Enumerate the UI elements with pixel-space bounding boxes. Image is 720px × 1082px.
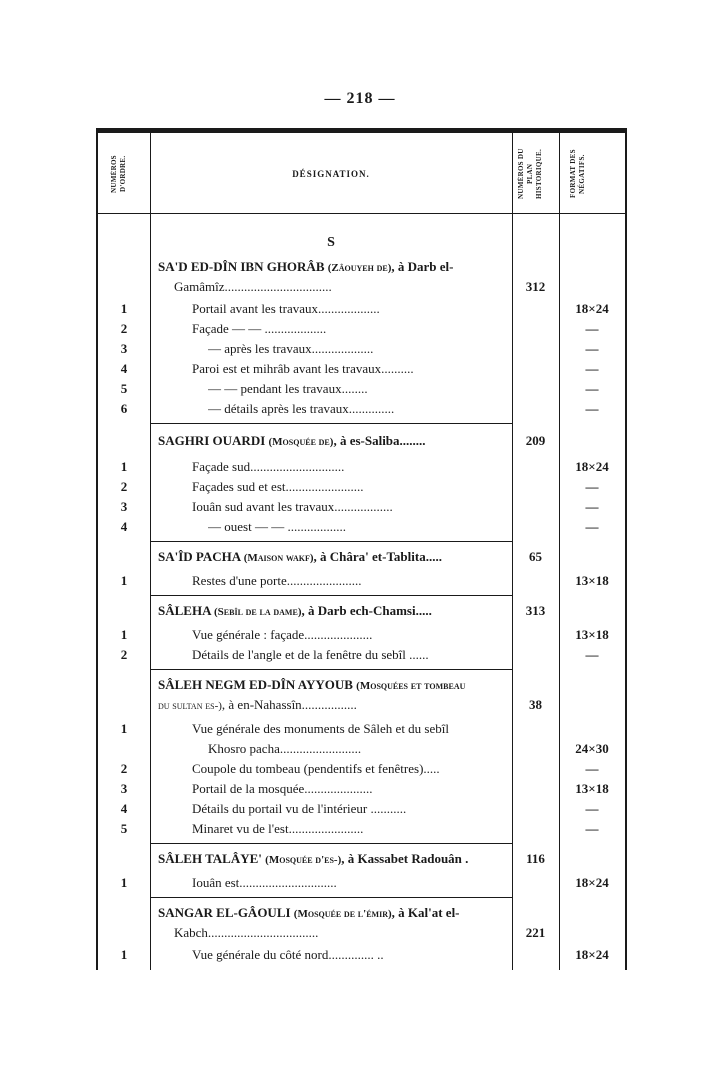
entry-title-row	[98, 547, 625, 567]
page-number: — 218 —	[324, 90, 396, 107]
entry-separator	[150, 595, 512, 596]
entry-separator	[150, 423, 512, 424]
table-row: 1 Vue générale du côté nord.............. .. 18×24	[120, 947, 609, 962]
table-row: 5 Minaret vu de l'est....................... —	[120, 821, 599, 836]
table-row: 4 Détails du portail vu de l'intérieur ........... —	[120, 801, 599, 816]
entry-title-row	[98, 849, 625, 869]
entry-title-row	[98, 903, 625, 923]
table-row: 2 Détails de l'angle et de la fenêtre du sebîl ...... —	[120, 647, 599, 662]
table-row: 2 Façade — — ................... —	[120, 321, 599, 336]
entry-title-row	[98, 923, 625, 943]
table-row: 3 Iouân sud avant les travaux.................. —	[120, 499, 599, 514]
entry-title-cont: Gamâmîz.................................	[174, 279, 332, 294]
entry-title-row	[98, 695, 625, 715]
entry-title-cont: Kabch..................................	[174, 925, 319, 940]
entry-title: SAGHRI OUARDI (Mosquée de), à es-Saliba........	[158, 433, 426, 448]
header-numeros: NUMÉROS D'ORDRE.	[110, 155, 127, 193]
entry-title-row	[98, 675, 625, 695]
table-header	[98, 133, 625, 214]
entry-title-row	[98, 257, 625, 277]
plan-number: 221	[525, 925, 546, 940]
table-row: 6 — détails après les travaux.............. —	[120, 401, 599, 416]
table-row: Khosro pacha......................... 24×30	[208, 741, 609, 756]
entry-title-row	[98, 431, 625, 451]
header-plan: NUMÉROS DU PLAN HISTORIQUE.	[517, 148, 543, 200]
table-row: 5 — — pendant les travaux........ —	[120, 381, 599, 396]
table-row: 3 — après les travaux................... —	[120, 341, 599, 356]
entry-separator	[150, 897, 512, 898]
plan-number: 65	[529, 549, 542, 564]
header-designation: DÉSIGNATION.	[292, 169, 370, 179]
entry-title: SÂLEH TALÂYE' (Mosquée d'es-), à Kassabet Radouân .	[158, 851, 469, 866]
section-letter: S	[327, 235, 335, 250]
entry-title-row	[98, 277, 625, 297]
table-row: 2 Façades sud et est........................ —	[120, 479, 599, 494]
table-row: 1 Façade sud............................. 18×24	[120, 459, 609, 474]
table-row: 4 Paroi est et mihrâb avant les travaux.......... —	[120, 361, 599, 376]
plan-number: 312	[525, 279, 546, 294]
entry-title: SA'ÎD PACHA (Maison wakf), à Châra' et-Tablita.....	[158, 549, 442, 564]
header-format: FORMAT DES NÉGATIFS.	[569, 149, 586, 199]
table-row: 1 Restes d'une porte....................... 13×18	[120, 573, 609, 588]
plan-number: 313	[525, 603, 546, 618]
table-row: 3 Portail de la mosquée..................... 13×18	[120, 781, 609, 796]
entry-title: SÂLEHA (Sebîl de la dame), à Darb ech-Chamsi.....	[158, 603, 432, 618]
plan-number: 38	[529, 697, 542, 712]
entry-title: SANGAR EL-GÂOULI (Mosquée de l'émir), à Kal'at el-	[158, 905, 460, 920]
entry-title-row	[98, 601, 625, 621]
table-row: 1 Portail avant les travaux................... 18×24	[120, 301, 609, 316]
table-row: 2 Coupole du tombeau (pendentifs et fenêtres)..... —	[120, 761, 599, 776]
entry-separator	[150, 541, 512, 542]
catalogue-table	[96, 128, 627, 970]
entry-title-cont: du sultan es-), à en-Nahassîn.................	[158, 697, 357, 712]
plan-number: 116	[526, 851, 545, 866]
table-row: 1 Vue générale : façade..................... 13×18	[120, 627, 609, 642]
table-row: 1 Vue générale des monuments de Sâleh et du sebîl	[120, 721, 449, 736]
entry-title: SÂLEH NEGM ED-DÎN AYYOUB (Mosquées et tombeau	[158, 677, 466, 692]
entry-separator	[150, 669, 512, 670]
entry-separator	[150, 843, 512, 844]
table-row: 1 Iouân est.............................. 18×24	[120, 875, 609, 890]
table-row: 4 — ouest — — .................. —	[120, 519, 599, 534]
entry-title: SA'D ED-DÎN IBN GHORÂB (Zâouyeh de), à Darb el-	[158, 259, 454, 274]
plan-number: 209	[525, 433, 546, 448]
